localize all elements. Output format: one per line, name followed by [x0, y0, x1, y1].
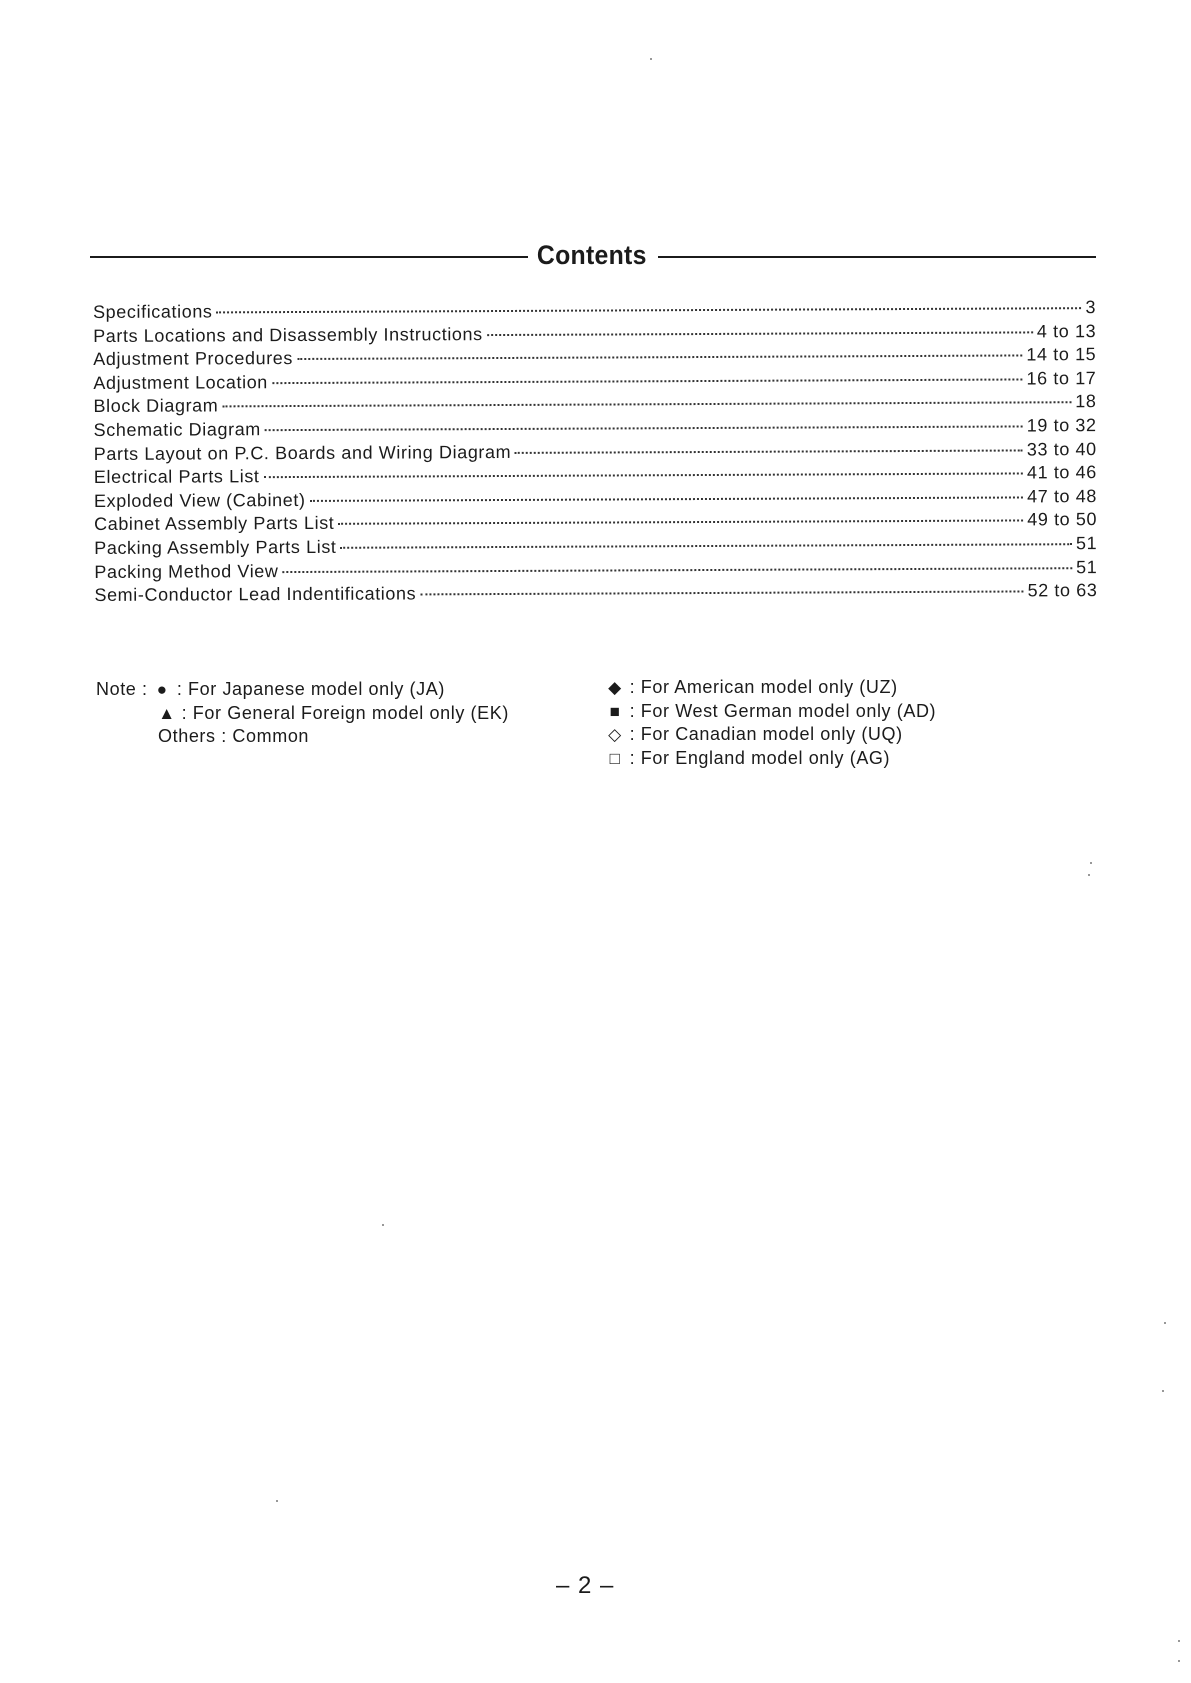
note-line — [606, 676, 936, 700]
outline-diamond-icon: ◇ — [608, 725, 622, 744]
note-line — [606, 723, 936, 747]
toc-entry-label: Parts Layout on P.C. Boards and Wiring Diagram — [93, 441, 512, 464]
toc-entry-label: Semi-Conductor Lead Indentifications — [94, 583, 417, 606]
toc-entry-label: Packing Assembly Parts List — [94, 536, 337, 558]
note-others: Others : Common — [158, 726, 310, 746]
toc-entry-label: Adjustment Procedures — [93, 348, 294, 370]
toc-entry-label: Adjustment Location — [93, 371, 268, 393]
page-title: Contents — [537, 239, 648, 270]
toc-entry-label: Block Diagram — [93, 395, 219, 417]
scan-speck — [276, 1500, 278, 1502]
dot-leader — [420, 591, 1023, 596]
toc-entry-page: 47 to 48 — [1027, 485, 1098, 507]
note-line — [606, 700, 936, 724]
scan-speck — [650, 58, 652, 60]
toc-entry-page: 52 to 63 — [1027, 580, 1098, 601]
dot-leader — [310, 496, 1024, 501]
toc-entry-label: Electrical Parts List — [93, 466, 260, 488]
toc-entry-page: 18 — [1075, 391, 1097, 412]
toc-entry-page: 41 to 46 — [1026, 462, 1097, 483]
note-text: : For Canadian model only (UQ) — [629, 724, 903, 744]
dot-leader — [515, 449, 1023, 453]
toc-entry — [94, 580, 1097, 608]
filled-diamond-icon: ◆ — [608, 678, 622, 697]
toc-entry-page: 14 to 15 — [1026, 344, 1097, 365]
scan-speck — [1178, 1640, 1180, 1642]
note-line — [96, 678, 509, 702]
note-text: : For General Foreign model only (EK) — [181, 702, 509, 723]
toc-entry-label: Schematic Diagram — [93, 419, 261, 440]
outline-square-icon: □ — [609, 748, 621, 768]
note-line — [606, 747, 936, 771]
toc-entry-page: 4 to 13 — [1036, 320, 1097, 341]
dot-leader — [222, 402, 1071, 408]
table-of-contents — [93, 297, 1097, 609]
toc-entry-page: 49 to 50 — [1027, 509, 1098, 530]
note-prefix: Note : — [96, 679, 148, 699]
toc-entry-label: Specifications — [93, 301, 213, 322]
right-rule — [658, 256, 1096, 258]
note-text: : For American model only (UZ) — [629, 677, 898, 697]
toc-entry-page: 33 to 40 — [1026, 438, 1097, 460]
scan-speck — [382, 1224, 384, 1226]
toc-entry-page: 19 to 32 — [1026, 415, 1097, 436]
scan-speck — [1162, 1390, 1164, 1392]
scan-speck — [1164, 1322, 1166, 1324]
scan-speck — [1088, 874, 1090, 876]
filled-square-icon: ■ — [609, 701, 621, 721]
note-line — [96, 702, 509, 726]
page-number: – 2 – — [556, 1572, 615, 1599]
toc-entry-label: Packing Method View — [94, 560, 279, 582]
dot-leader — [265, 425, 1023, 431]
toc-entry-label: Cabinet Assembly Parts List — [94, 513, 335, 535]
toc-entry-page: 51 — [1075, 533, 1098, 554]
toc-entry-page: 3 — [1085, 297, 1097, 318]
dot-leader — [487, 331, 1033, 336]
dot-leader — [338, 520, 1023, 525]
scan-speck — [1090, 862, 1092, 864]
note-text: : For England model only (AG) — [629, 747, 891, 768]
toc-entry-label: Exploded View (Cabinet) — [93, 489, 306, 511]
toc-entry-page: 16 to 17 — [1026, 367, 1097, 389]
dot-leader — [264, 473, 1023, 479]
dot-leader — [272, 378, 1023, 384]
model-note-right — [606, 676, 936, 770]
note-line — [96, 725, 509, 749]
filled-circle-icon: ● — [156, 680, 168, 699]
filled-triangle-icon: ▲ — [158, 703, 176, 723]
dot-leader — [297, 355, 1022, 361]
contents-heading — [90, 238, 1096, 272]
dot-leader — [282, 567, 1072, 573]
scan-speck — [1178, 1660, 1180, 1662]
toc-entry-label: Parts Locations and Disassembly Instructions — [93, 323, 483, 346]
note-text: : For Japanese model only (JA) — [176, 679, 445, 699]
toc-entry-page: 51 — [1076, 556, 1098, 577]
dot-leader — [217, 307, 1082, 313]
model-note-left — [96, 678, 509, 749]
note-text: : For West German model only (AD) — [629, 700, 937, 721]
dot-leader — [340, 543, 1071, 549]
left-rule — [90, 256, 528, 258]
